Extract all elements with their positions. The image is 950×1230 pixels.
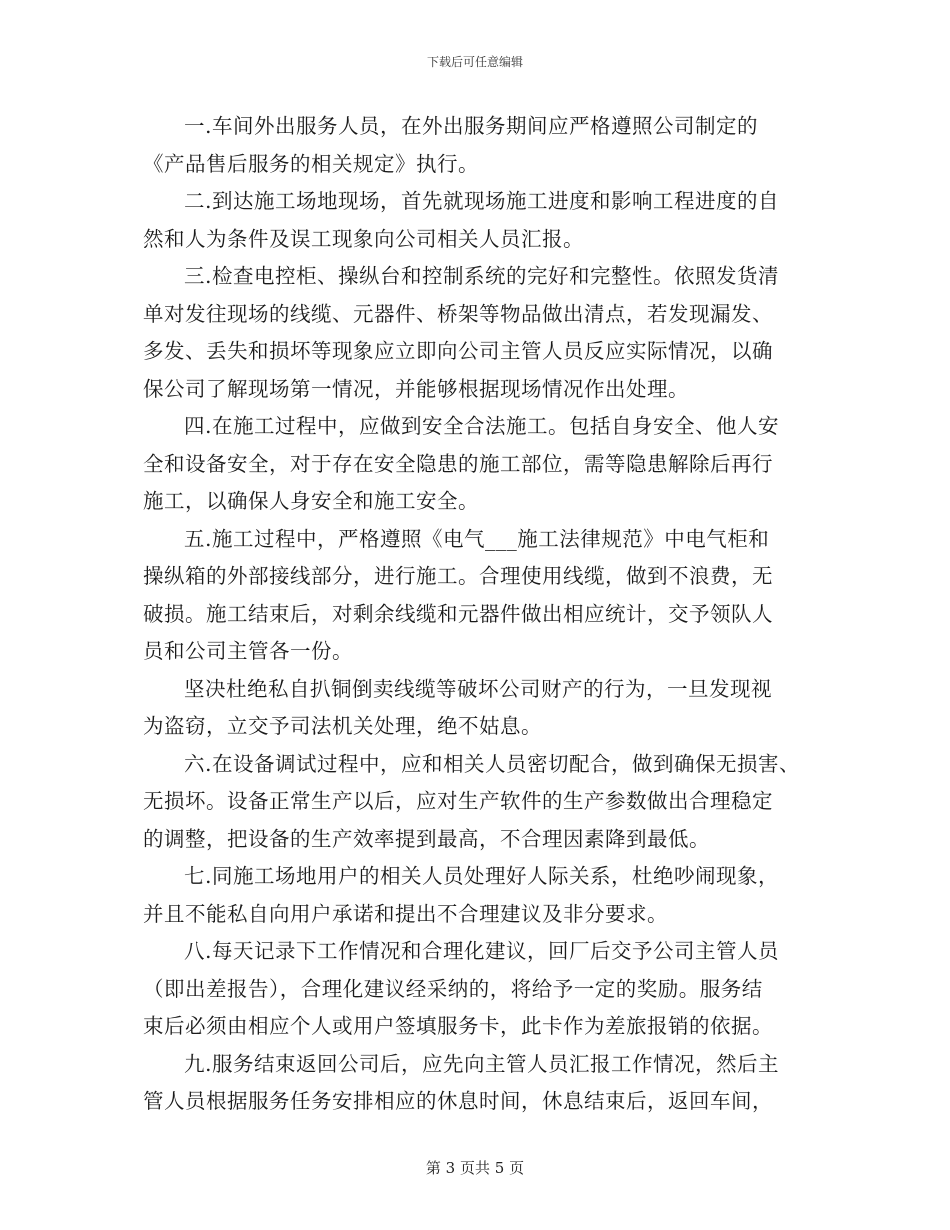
paragraph-line: 的调整，把设备的生产效率提到最高，不合理因素降到最低。 xyxy=(143,826,710,851)
paragraph-line: 员和公司主管各一份。 xyxy=(143,639,353,663)
paragraph xyxy=(143,183,823,258)
paragraph-line: 八.每天记录下工作情况和合理化建议，回厂后交予公司主管人员 xyxy=(184,939,780,963)
paragraph-line: 四.在施工过程中，应做到安全合法施工。包括自身安全、他人安 xyxy=(184,414,780,438)
paragraph-line: 束后必须由相应个人或用户签填服务卡，此卡作为差旅报销的依据。 xyxy=(143,1014,773,1038)
paragraph-line: 九.服务结束返回公司后，应先向主管人员汇报工作情况，然后主 xyxy=(184,1051,780,1076)
paragraph-line: 施工，以确保人身安全和施工安全。 xyxy=(143,489,479,513)
paragraph-line: 为盗窃，立交予司法机关处理，绝不姑息。 xyxy=(143,714,542,738)
paragraph-line: 《产品售后服务的相关规定》执行。 xyxy=(143,151,479,176)
paragraph-line: 坚决杜绝私自扒铜倒卖线缆等破坏公司财产的行为，一旦发现视 xyxy=(184,676,772,701)
paragraph-line: 管人员根据服务任务安排相应的休息时间，休息结束后，返回车间， xyxy=(143,1089,773,1113)
paragraph xyxy=(143,746,823,859)
paragraph xyxy=(143,671,823,746)
paragraph-line: 三.检查电控柜、操纵台和控制系统的完好和完整性。依照发货清 xyxy=(184,264,780,288)
paragraph-line: 操纵箱的外部接线部分，进行施工。合理使用线缆，做到不浪费，无 xyxy=(143,564,773,588)
paragraph xyxy=(143,521,823,671)
paragraph xyxy=(143,1046,823,1121)
paragraph-line: 多发、丢失和损坏等现象应立即向公司主管人员反应实际情况，以确 xyxy=(143,339,773,363)
paragraph-line: 七.同施工场地用户的相关人员处理好人际关系，杜绝吵闹现象， xyxy=(184,864,780,888)
paragraph xyxy=(143,258,823,408)
paragraph-line: 单对发往现场的线缆、元器件、桥架等物品做出清点，若发现漏发、 xyxy=(143,301,773,326)
paragraph-line: 一.车间外出服务人员，在外出服务期间应严格遵照公司制定的 xyxy=(184,114,759,138)
paragraph-line: （即出差报告），合理化建议经采纳的，将给予一定的奖励。服务结 xyxy=(143,976,763,1001)
header-note: 下载后可任意编辑 xyxy=(426,55,523,69)
paragraph-line: 保公司了解现场第一情况，并能够根据现场情况作出处理。 xyxy=(143,376,689,401)
document-body xyxy=(143,108,823,1121)
paragraph-line: 六.在设备调试过程中，应和相关人员密切配合，做到确保无损害、 xyxy=(184,751,801,776)
paragraph-line: 二.到达施工场地现场，首先就现场施工进度和影响工程进度的自 xyxy=(184,189,780,213)
paragraph xyxy=(143,108,823,183)
paragraph-line: 然和人为条件及误工现象向公司相关人员汇报。 xyxy=(143,226,584,251)
paragraph-line: 破损。施工结束后，对剩余线缆和元器件做出相应统计，交予领队人 xyxy=(143,601,773,626)
paragraph xyxy=(143,858,823,933)
paragraph xyxy=(143,408,823,521)
paragraph-line: 无损坏。设备正常生产以后，应对生产软件的生产参数做出合理稳定 xyxy=(143,789,773,813)
paragraph-line: 并且不能私自向用户承诺和提出不合理建议及非分要求。 xyxy=(143,901,668,926)
paragraph xyxy=(143,933,823,1046)
page-number: 第 3 页共 5 页 xyxy=(425,1159,525,1177)
paragraph-line: 全和设备安全，对于存在安全隐患的施工部位，需等隐患解除后再行 xyxy=(143,451,773,476)
paragraph-line: 五.施工过程中，严格遵照《电气___施工法律规范》中电气柜和 xyxy=(184,526,770,551)
